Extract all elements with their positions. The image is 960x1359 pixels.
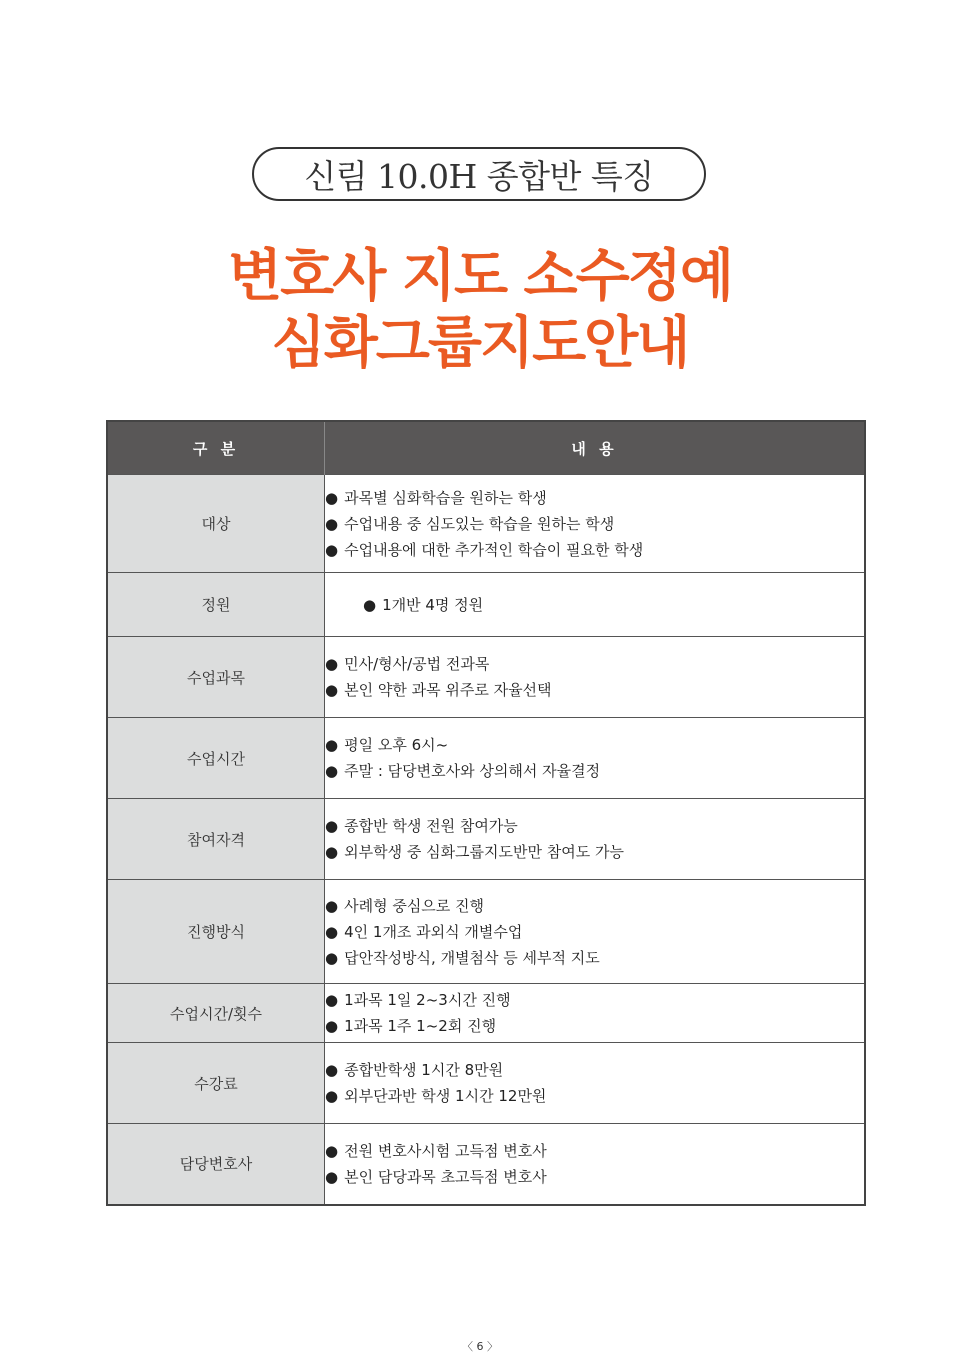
row-content xyxy=(325,880,866,984)
row-category: 대상 xyxy=(107,475,325,573)
list-item: ● 민사/형사/공법 전과목 xyxy=(325,651,864,677)
row-category: 진행방식 xyxy=(107,880,325,984)
table-row xyxy=(107,984,865,1043)
list-item: ● 1과목 1주 1~2회 진행 xyxy=(325,1013,864,1039)
row-content xyxy=(325,984,866,1043)
list-item: ● 외부단과반 학생 1시간 12만원 xyxy=(325,1083,864,1109)
row-content xyxy=(325,637,866,718)
list-item: ● 수업내용에 대한 추가적인 학습이 필요한 학생 xyxy=(325,537,864,563)
row-category: 담당변호사 xyxy=(107,1124,325,1205)
list-item: ● 1과목 1일 2~3시간 진행 xyxy=(325,987,864,1013)
row-category: 정원 xyxy=(107,573,325,637)
section-badge-text: 신림 10.0H 종합반 특징 xyxy=(304,156,654,196)
list-item: ● 외부학생 중 심화그룹지도반만 참여도 가능 xyxy=(325,839,864,865)
info-table xyxy=(106,420,866,1206)
list-item: ● 평일 오후 6시~ xyxy=(325,732,864,758)
row-content xyxy=(325,718,866,799)
table-row xyxy=(107,573,865,637)
list-item: ● 본인 담당과목 초고득점 변호사 xyxy=(325,1164,864,1190)
table-row xyxy=(107,1043,865,1124)
page-number: 〈 6 〉 xyxy=(462,1340,498,1353)
row-content xyxy=(325,1043,866,1124)
row-category: 수업과목 xyxy=(107,637,325,718)
list-item: ● 4인 1개조 과외식 개별수업 xyxy=(325,919,864,945)
list-item: ● 1개반 4명 정원 xyxy=(363,592,864,618)
list-item: ● 전원 변호사시험 고득점 변호사 xyxy=(325,1138,864,1164)
header-category: 구 분 xyxy=(107,421,325,475)
row-category: 수업시간 xyxy=(107,718,325,799)
list-item: ● 종합반학생 1시간 8만원 xyxy=(325,1057,864,1083)
list-item: ● 과목별 심화학습을 원하는 학생 xyxy=(325,485,864,511)
list-item: ● 종합반 학생 전원 참여가능 xyxy=(325,813,864,839)
table-header-row xyxy=(107,421,865,475)
header-content: 내 용 xyxy=(325,421,866,475)
row-category: 수업시간/횟수 xyxy=(107,984,325,1043)
row-content xyxy=(325,573,866,637)
list-item: ● 주말 : 담당변호사와 상의해서 자율결정 xyxy=(325,758,864,784)
list-item: ● 본인 약한 과목 위주로 자율선택 xyxy=(325,677,864,703)
table-row xyxy=(107,1124,865,1205)
headline-line-2: 심화그룹지도안내 xyxy=(271,311,689,376)
row-content xyxy=(325,799,866,880)
list-item: ● 사례형 중심으로 진행 xyxy=(325,893,864,919)
table-row xyxy=(107,718,865,799)
table-row xyxy=(107,475,865,573)
row-category: 참여자격 xyxy=(107,799,325,880)
list-item: ● 수업내용 중 심도있는 학습을 원하는 학생 xyxy=(325,511,864,537)
table-row xyxy=(107,799,865,880)
row-content xyxy=(325,1124,866,1205)
table-row xyxy=(107,880,865,984)
headline-line-1: 변호사 지도 소수정예 xyxy=(228,244,732,309)
list-item: ● 답안작성방식, 개별첨삭 등 세부적 지도 xyxy=(325,945,864,971)
row-category: 수강료 xyxy=(107,1043,325,1124)
section-badge xyxy=(252,147,706,201)
table-row xyxy=(107,637,865,718)
row-content xyxy=(325,475,866,573)
